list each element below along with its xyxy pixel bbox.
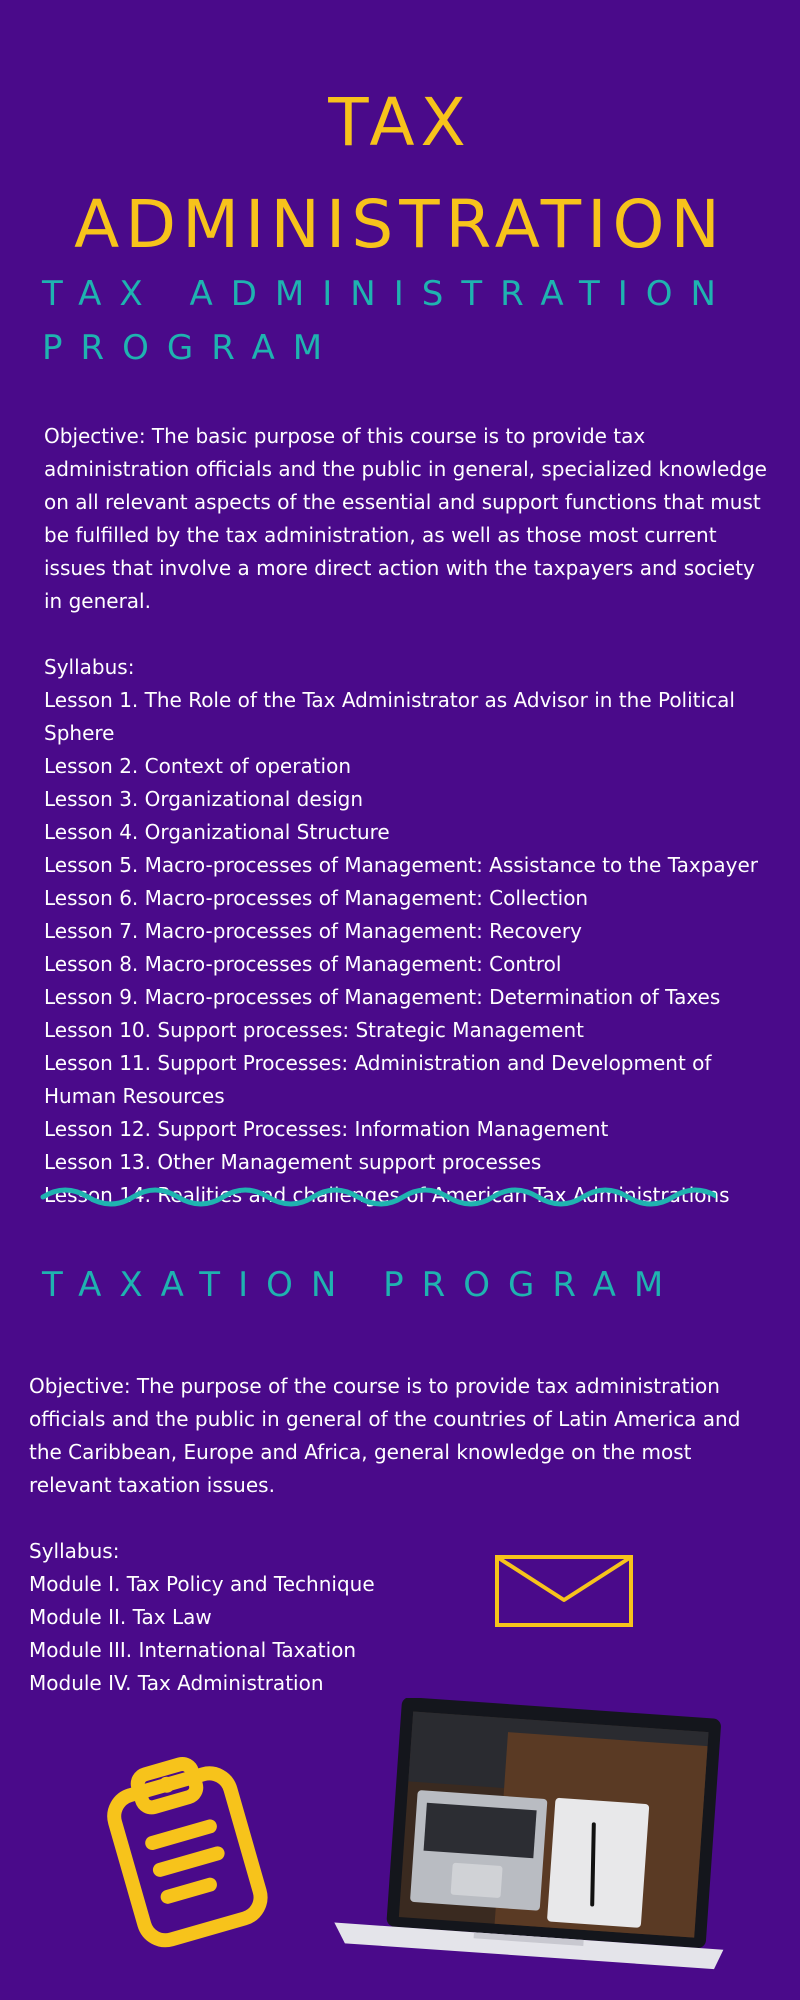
- laptop-photo: [330, 1698, 730, 1988]
- list-item: Lesson 6. Macro-processes of Management: Collection: [44, 886, 589, 910]
- syllabus-label: Syllabus:: [29, 1539, 120, 1563]
- list-item: Lesson 12. Support Processes: Information Management: [44, 1117, 609, 1141]
- list-item: Lesson 9. Macro-processes of Management: Determination of Taxes: [44, 985, 721, 1009]
- module-list: [29, 1568, 779, 1700]
- list-item: Module II. Tax Law: [29, 1605, 212, 1629]
- list-item: Module III. International Taxation: [29, 1638, 357, 1662]
- list-item: Lesson 1. The Role of the Tax Administrator as Advisor in the Political Sphere: [44, 688, 735, 745]
- spacer: [44, 618, 774, 651]
- wavy-divider: [40, 1180, 716, 1214]
- list-item: Module IV. Tax Administration: [29, 1671, 324, 1695]
- list-item: Lesson 14. Realities and challenges of American Tax Administrations: [44, 1183, 730, 1207]
- page-title: [0, 72, 800, 276]
- list-item: Lesson 2. Context of operation: [44, 754, 352, 778]
- title-line-2: ADMINISTRATION: [74, 186, 726, 264]
- objective-text: Objective: The purpose of the course is to provide tax administration officials and the public in general of the countries of Latin America and the Caribbean, Europe and Africa, general knowledge on the most relevant taxation issues.: [29, 1374, 741, 1497]
- list-item: Lesson 5. Macro-processes of Management: Assistance to the Taxpayer: [44, 853, 759, 877]
- section-taxation-body: [29, 1370, 779, 1700]
- list-item: Module I. Tax Policy and Technique: [29, 1572, 375, 1596]
- envelope-icon: [494, 1554, 634, 1628]
- section-heading-taxation: TAXATION PROGRAM: [42, 1265, 682, 1305]
- clipboard-icon: [96, 1752, 276, 1952]
- syllabus-label: Syllabus:: [44, 655, 135, 679]
- list-item: Lesson 10. Support processes: Strategic Management: [44, 1018, 584, 1042]
- list-item: Lesson 11. Support Processes: Administration and Development of Human Resources: [44, 1051, 712, 1108]
- spacer: [29, 1502, 779, 1535]
- wavy-line: [43, 1190, 716, 1204]
- list-item: Lesson 4. Organizational Structure: [44, 820, 390, 844]
- list-item: Lesson 8. Macro-processes of Management: Control: [44, 952, 562, 976]
- objective-text: Objective: The basic purpose of this course is to provide tax administration officials and the public in general, specialized knowledge on all relevant aspects of the essential and support functions that must be fulfilled by the tax administration, as well as those most current issues that involve a more direct action with the taxpayers and society in general.: [44, 424, 767, 613]
- list-item: Lesson 7. Macro-processes of Management: Recovery: [44, 919, 582, 943]
- list-item: Lesson 3. Organizational design: [44, 787, 364, 811]
- list-item: Lesson 13. Other Management support processes: [44, 1150, 542, 1174]
- section-tax-administration-body: [44, 420, 774, 1212]
- lesson-list: [44, 684, 774, 1212]
- title-line-1: TAX: [328, 84, 472, 162]
- section-heading-tax-administration: TAX ADMINISTRATION PROGRAM: [42, 274, 734, 368]
